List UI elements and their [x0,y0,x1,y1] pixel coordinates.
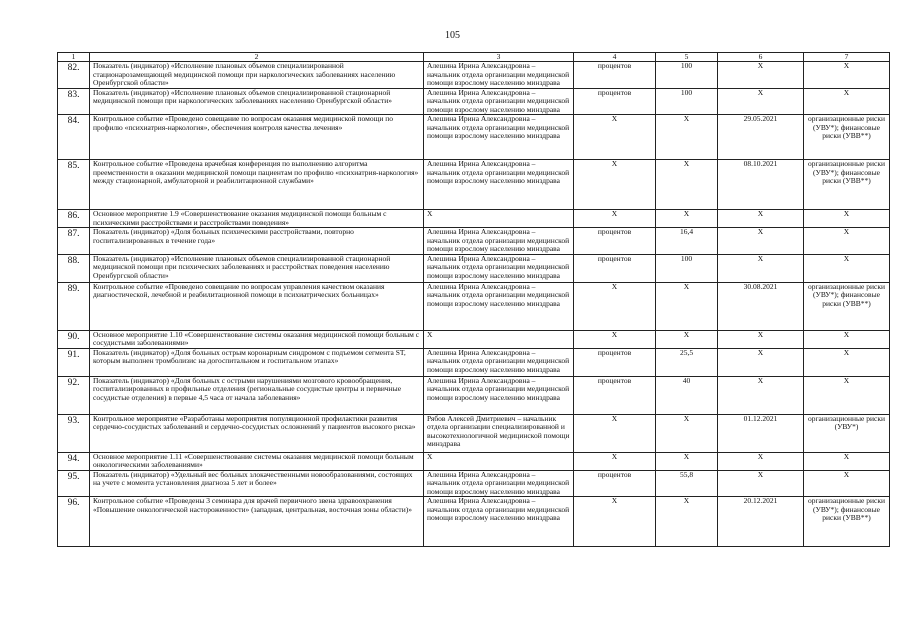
table-row [58,470,890,497]
row-responsible: Алешина Ирина Александровна – начальник отдела организации медицинской помощи взрослому населению минздрава [424,348,574,376]
row-unit: X [574,115,656,160]
row-responsible: Алешина Ирина Александровна – начальник отдела организации медицинской помощи взрослому населению минздрава [424,62,574,89]
row-number: 94. [58,452,90,470]
row-value: X [656,330,718,348]
row-value: X [656,497,718,547]
table-row [58,88,890,115]
row-risk: организационные риски (УВУ*); финансовые риски (УВВ**) [804,115,890,160]
row-date: 01.12.2021 [718,414,804,452]
table-row [58,330,890,348]
row-value: 100 [656,88,718,115]
row-unit: процентов [574,254,656,282]
row-responsible: Рябов Алексей Дмитриевич – начальник отдела организации специализированной и высокотехнологичной медицинской помощи минздрава [424,414,574,452]
table-row [58,348,890,376]
row-number: 84. [58,115,90,160]
row-unit: X [574,497,656,547]
table-row [58,115,890,160]
row-unit: процентов [574,348,656,376]
row-number: 89. [58,282,90,330]
row-date: 20.12.2021 [718,497,804,547]
row-date: X [718,376,804,414]
row-number: 91. [58,348,90,376]
row-risk: организационные риски (УВУ*); финансовые риски (УВВ**) [804,160,890,210]
row-date: X [718,348,804,376]
row-value: 40 [656,376,718,414]
row-risk: X [804,210,890,228]
row-risk: X [804,348,890,376]
row-risk: X [804,228,890,255]
row-description: Контрольное мероприятие «Разработаны мероприятия популяционной профилактики развития сердечно-сосудистых заболеваний и сердечно-сосудистых осложнений у пациентов высокого риска» [90,414,424,452]
row-description: Показатель (индикатор) «Доля больных психическими расстройствами, повторно госпитализированных в течение года» [90,228,424,255]
row-responsible: Алешина Ирина Александровна – начальник отдела организации медицинской помощи взрослому населению минздрава [424,470,574,497]
row-description: Контрольное событие «Проведено совещание по вопросам оказания медицинской помощи по профилю «психиатрия-наркология», обеспечения контроля качества лечения» [90,115,424,160]
row-date: X [718,254,804,282]
row-date: X [718,88,804,115]
row-unit: X [574,330,656,348]
row-unit: X [574,210,656,228]
row-risk: организационные риски (УВУ*); финансовые риски (УВВ**) [804,282,890,330]
row-description: Контрольное событие «Проведены 3 семинара для врачей первичного звена здравоохранения «Повышение онкологической настороженности» (западная, центральная, восточная зоны области)» [90,497,424,547]
page-number: 105 [445,30,460,41]
row-value: 100 [656,62,718,89]
row-number: 96. [58,497,90,547]
row-number: 87. [58,228,90,255]
row-responsible: Алешина Ирина Александровна – начальник отдела организации медицинской помощи взрослому населению минздрава [424,497,574,547]
row-risk: X [804,452,890,470]
row-responsible: X [424,452,574,470]
row-risk: X [804,376,890,414]
row-description: Показатель (индикатор) «Исполнение плановых объемов специализированной стационарной медицинской помощи при психических заболеваниях и расстройствах поведения населению Оренбургской области» [90,254,424,282]
row-date: X [718,452,804,470]
row-description: Показатель (индикатор) «Доля больных с острыми нарушениями мозгового кровообращения, госпитализированных в профильные отделения (региональные сосудистые центры и первичные сосудистые отделения) в первые 4,5 часа от начала заболевания» [90,376,424,414]
row-value: 16,4 [656,228,718,255]
row-date: X [718,62,804,89]
row-responsible: X [424,330,574,348]
row-responsible: Алешина Ирина Александровна – начальник отдела организации медицинской помощи взрослому населению минздрава [424,228,574,255]
row-value: 100 [656,254,718,282]
row-number: 93. [58,414,90,452]
row-value: 25,5 [656,348,718,376]
table-row [58,228,890,255]
table-row [58,452,890,470]
table-row [58,62,890,89]
row-date: X [718,210,804,228]
column-number: 5 [656,53,718,62]
row-description: Показатель (индикатор) «Исполнение плановых объемов специализированной стационарной медицинской помощи при наркологических заболеваниях населению Оренбургской области» [90,88,424,115]
row-responsible: Алешина Ирина Александровна – начальник отдела организации медицинской помощи взрослому населению минздрава [424,376,574,414]
row-description: Контрольное событие «Проведено совещание по вопросам управления качеством оказания диагностической, лечебной и реабилитационной помощи в психиатрических больницах» [90,282,424,330]
row-value: 55,8 [656,470,718,497]
table-row [58,376,890,414]
table-row [58,210,890,228]
table-row [58,497,890,547]
row-date: 29.05.2021 [718,115,804,160]
row-value: X [656,282,718,330]
column-number: 4 [574,53,656,62]
column-number-row [58,53,890,62]
column-number: 3 [424,53,574,62]
row-responsible: Алешина Ирина Александровна – начальник отдела организации медицинской помощи взрослому населению минздрава [424,282,574,330]
row-unit: процентов [574,88,656,115]
row-unit: X [574,452,656,470]
row-date: 30.08.2021 [718,282,804,330]
column-number: 6 [718,53,804,62]
column-number: 1 [58,53,90,62]
column-number: 7 [804,53,890,62]
table-row [58,160,890,210]
row-unit: X [574,160,656,210]
table-row [58,254,890,282]
row-number: 86. [58,210,90,228]
table-row [58,414,890,452]
row-value: X [656,452,718,470]
row-value: X [656,160,718,210]
row-date: X [718,228,804,255]
row-number: 95. [58,470,90,497]
row-risk: организационные риски (УВУ*) [804,414,890,452]
row-description: Показатель (индикатор) «Доля больных острым коронарным синдромом с подъемом сегмента ST, которым выполнен тромболизис на догоспитальном и госпитальном этапах» [90,348,424,376]
row-risk: X [804,88,890,115]
row-number: 83. [58,88,90,115]
row-date: X [718,470,804,497]
row-date: 08.10.2021 [718,160,804,210]
row-value: X [656,414,718,452]
row-risk: организационные риски (УВУ*); финансовые риски (УВВ**) [804,497,890,547]
row-responsible: Алешина Ирина Александровна – начальник отдела организации медицинской помощи взрослому населению минздрава [424,254,574,282]
row-risk: X [804,470,890,497]
row-unit: процентов [574,62,656,89]
row-responsible: X [424,210,574,228]
row-description: Основное мероприятие 1.9 «Совершенствование оказания медицинской помощи больным с психическими расстройствами и расстройствами поведения» [90,210,424,228]
row-number: 90. [58,330,90,348]
row-unit: процентов [574,470,656,497]
row-responsible: Алешина Ирина Александровна – начальник отдела организации медицинской помощи взрослому населению минздрава [424,115,574,160]
row-number: 92. [58,376,90,414]
plan-table [57,52,890,547]
row-unit: процентов [574,376,656,414]
row-description: Показатель (индикатор) «Исполнение плановых объемов специализированной стационарозамещающей медицинской помощи при наркологических заболеваниях населению Оренбургской области» [90,62,424,89]
row-value: X [656,210,718,228]
row-risk: X [804,62,890,89]
row-number: 85. [58,160,90,210]
row-number: 82. [58,62,90,89]
row-unit: процентов [574,228,656,255]
row-description: Контрольное событие «Проведена врачебная конференция по выполнению алгоритма преемственности в оказании медицинской помощи пациентам по профилю «психиатрия-наркология» между стационарной, амбулаторной и реабилитационной службами» [90,160,424,210]
table-row [58,282,890,330]
row-value: X [656,115,718,160]
row-date: X [718,330,804,348]
row-unit: X [574,414,656,452]
row-number: 88. [58,254,90,282]
row-description: Основное мероприятие 1.11 «Совершенствование системы оказания медицинской помощи больным онкологическими заболеваниями» [90,452,424,470]
row-unit: X [574,282,656,330]
row-responsible: Алешина Ирина Александровна – начальник отдела организации медицинской помощи взрослому населению минздрава [424,160,574,210]
row-description: Показатель (индикатор) «Удельный вес больных злокачественными новообразованиями, состоящих на учете с момента установления диагноза 5 лет и более» [90,470,424,497]
row-description: Основное мероприятие 1.10 «Совершенствование системы оказания медицинской помощи больным с сосудистыми заболеваниями» [90,330,424,348]
row-risk: X [804,330,890,348]
column-number: 2 [90,53,424,62]
row-risk: X [804,254,890,282]
row-responsible: Алешина Ирина Александровна – начальник отдела организации медицинской помощи взрослому населению минздрава [424,88,574,115]
